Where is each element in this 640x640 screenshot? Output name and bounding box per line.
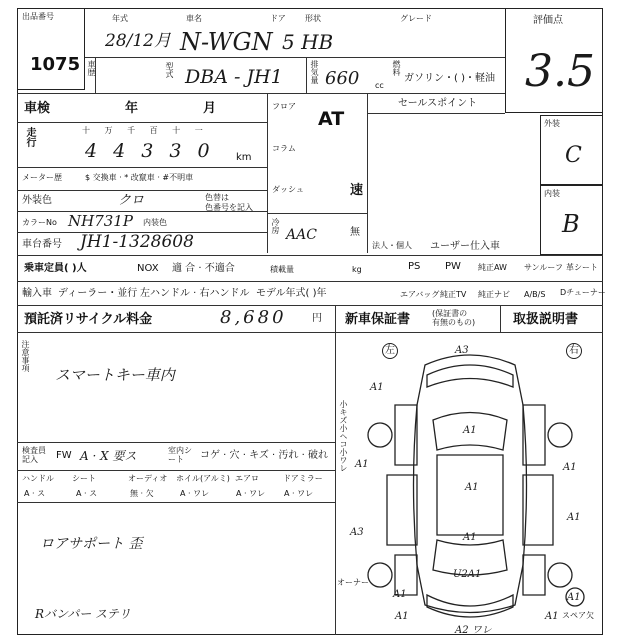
notes-line2: ロアサポート 歪 xyxy=(40,536,143,552)
color-value: クロ xyxy=(118,193,145,208)
shift-column: コラム xyxy=(272,144,296,153)
mark-a2-rear: A2 ワレ xyxy=(455,625,492,635)
mark-a1-left-door: A1 xyxy=(355,459,369,470)
notes-label: 注意事項 xyxy=(21,340,30,372)
equip-ps: PS xyxy=(408,261,421,272)
exterior-grade: C xyxy=(565,143,582,168)
color-label: 外装色 xyxy=(22,195,52,206)
color-no-label: カラーNo xyxy=(22,218,57,227)
car-name-label: 車名 xyxy=(186,14,202,23)
color-note: 色替は 色番号を記入 xyxy=(205,193,253,212)
mark-a1-front: A1 xyxy=(463,425,477,436)
row-divider-13 xyxy=(17,502,335,503)
ac-label: 冷房 xyxy=(271,218,280,234)
mark-a1-right-low: A1 xyxy=(567,592,581,603)
displacement-value: 660 xyxy=(325,68,360,89)
warranty-divider-left xyxy=(335,305,336,332)
recycle-value: 8,680 xyxy=(220,307,287,328)
ac-divider xyxy=(267,213,367,214)
sales-point-divider xyxy=(367,113,505,114)
car-right-doors xyxy=(523,475,553,545)
mark-a1-left-rear: A1 xyxy=(393,589,407,600)
car-name-value: N-WGN xyxy=(180,28,273,56)
parts-v-3: A · ワレ xyxy=(180,489,210,498)
equip-sunroof: サンルーフ xyxy=(524,263,563,272)
inspection-year: 年 xyxy=(125,101,139,116)
vin-label: 車台番号 xyxy=(22,239,62,250)
check-fw-marks: A · X 要ス xyxy=(80,449,137,463)
check-interior-label: 室内シート xyxy=(168,446,192,464)
vin-value: JH1-1328608 xyxy=(80,232,194,252)
steering-options: 左ハンドル · 右ハンドル xyxy=(140,288,250,299)
nox-options: 適 合 · 不適合 xyxy=(172,263,235,274)
equip-leather: 革シート xyxy=(566,263,598,272)
grade-label: グレード xyxy=(400,14,432,23)
wheel-front-right xyxy=(548,423,572,447)
warranty-note: (保証書の 有無のもの) xyxy=(432,309,476,327)
door-label: ドア xyxy=(270,14,286,23)
equip-pw: PW xyxy=(445,261,461,272)
interior-color-label: 内装色 xyxy=(143,218,167,227)
parts-v-1: A · ス xyxy=(76,489,98,498)
parts-h-4: エアロ xyxy=(235,474,259,483)
row-divider-4 xyxy=(17,190,267,191)
mileage-value: 4 4 3 3 0 xyxy=(85,140,215,162)
parts-h-1: シート xyxy=(72,474,96,483)
row-divider-2 xyxy=(17,122,267,123)
manual-label: 取扱説明書 xyxy=(513,312,579,327)
lot-number: 1075 xyxy=(30,54,81,75)
mark-a1-left-top: A1 xyxy=(370,382,384,393)
lot-number-label: 出品番号 xyxy=(22,12,54,21)
row-divider-12 xyxy=(17,470,335,471)
car-front-bumper xyxy=(427,365,513,387)
owner-options: 法人・個人 xyxy=(372,241,412,250)
kg-label: kg xyxy=(352,265,362,274)
model-year: モデル年式( )年 xyxy=(256,288,327,299)
equip-aw: 純正AW xyxy=(478,263,507,272)
mark-a1-center: A1 xyxy=(463,532,477,543)
car-left-doors xyxy=(387,475,417,545)
row-divider-10 xyxy=(17,332,603,333)
wheel-rear-left xyxy=(368,563,392,587)
type-value: DBA - JH1 xyxy=(185,66,283,88)
mark-a1-right-door: A1 xyxy=(563,462,577,473)
exterior-label: 外装 xyxy=(544,119,560,128)
equip-tv: 純正TV xyxy=(440,290,467,299)
ac-none: 無 xyxy=(350,227,360,238)
cc-label: cc xyxy=(375,81,384,90)
parts-h-2: オーディオ xyxy=(128,474,168,483)
recycle-label: 預託済リサイクル料金 xyxy=(24,312,153,327)
spare-label: スペア欠 xyxy=(562,611,594,620)
car-rear-bumper xyxy=(427,595,513,617)
mileage-label: 走行 xyxy=(24,127,35,147)
check-fw: FW xyxy=(56,450,72,461)
header-divider xyxy=(85,57,505,58)
mark-a1-right-rear: A1 xyxy=(567,512,581,523)
notes-line1: スマートキー車内 xyxy=(55,366,175,384)
parts-h-3: ホイル(アルミ) xyxy=(176,474,230,483)
mark-a3-top: A3 xyxy=(455,345,469,356)
chassis-label: 車歴 xyxy=(87,60,96,76)
door-shape-value: 5 HB xyxy=(282,30,334,54)
scratch-label: 小キズ小ヘコ小ワレ xyxy=(339,400,348,472)
mark-u2a1: U2A1 xyxy=(453,569,482,580)
diagram-right: 右 xyxy=(566,343,582,359)
equip-abs: A/B/S xyxy=(524,290,546,299)
car-damage-diagram xyxy=(335,335,605,635)
shift-value: AT xyxy=(318,108,345,130)
fuel-options: ガソリン・( )・軽油 xyxy=(404,73,495,84)
mark-a1-roof: A1 xyxy=(465,482,479,493)
ac-value: AAC xyxy=(286,227,317,243)
owner-label: オーナー xyxy=(337,578,369,587)
meter-options: $ 交換車 · * 改竄車 · #不明車 xyxy=(85,173,194,182)
mark-a1-bottom-right: A1 xyxy=(545,611,559,622)
sales-point-label: セールスポイント xyxy=(398,98,478,109)
diagram-left: 左 xyxy=(382,343,398,359)
year-value: 28/12月 xyxy=(105,31,171,51)
shape-label: 形状 xyxy=(305,14,321,23)
displacement-divider xyxy=(306,57,307,93)
color-no-value: NH731P xyxy=(68,212,133,230)
displacement-label: 排気量 xyxy=(310,60,319,84)
equip-airbag: エアバッグ xyxy=(400,290,440,299)
parts-v-2: 無 · 欠 xyxy=(130,489,154,498)
row-divider-7 xyxy=(17,255,603,256)
type-label: 型式 xyxy=(165,62,174,78)
parts-h-5: ドアミラー xyxy=(283,474,323,483)
equip-tuner: Dチューナー xyxy=(560,288,606,297)
score-label: 評価点 xyxy=(533,15,563,26)
check-label: 検査員記入 xyxy=(22,446,46,464)
mileage-digits-header: 十 万 千 百 十 一 xyxy=(82,126,209,135)
parts-v-5: A · ワレ xyxy=(284,489,314,498)
row-divider-3 xyxy=(17,167,267,168)
row-divider-9 xyxy=(17,305,603,306)
parts-v-0: A · ス xyxy=(24,489,46,498)
notes-line3: Rバンパー ステリ xyxy=(35,607,131,621)
car-right-rear-quarter xyxy=(523,555,545,595)
year-label: 年式 xyxy=(112,14,128,23)
row-divider-11 xyxy=(17,442,335,443)
meter-label: メーター歴 xyxy=(22,173,62,182)
interior-grade: B xyxy=(562,210,580,238)
warranty-label: 新車保証書 xyxy=(345,312,411,327)
interior-label: 内装 xyxy=(544,189,560,198)
shift-speed-label: 速 xyxy=(350,183,364,198)
shift-dash: ダッシュ xyxy=(272,185,304,194)
import-label: 輸入車 xyxy=(22,288,52,299)
wheel-front-left xyxy=(368,423,392,447)
check-interior-marks: コゲ · 穴 · キズ · 汚れ · 破れ xyxy=(200,450,328,461)
parts-h-0: ハンドル xyxy=(22,474,54,483)
load-label: 積載量 xyxy=(270,265,294,274)
nox-label: NOX xyxy=(137,263,159,274)
dealer-options: ディーラー・並行 xyxy=(58,288,138,299)
shift-divider-right xyxy=(367,93,368,253)
parts-v-4: A · ワレ xyxy=(236,489,266,498)
row-divider-8 xyxy=(17,281,603,282)
mileage-unit: km xyxy=(236,152,252,163)
shift-floor: フロア xyxy=(272,102,296,111)
equip-navi: 純正ナビ xyxy=(478,290,510,299)
inspection-label: 車検 xyxy=(24,101,51,116)
score-value: 3.5 xyxy=(525,46,595,97)
fuel-label: 燃料 xyxy=(392,60,401,76)
row-divider-1 xyxy=(17,93,505,94)
mark-a3-left: A3 xyxy=(350,527,364,538)
car-roof xyxy=(437,455,503,535)
capacity-label: 乗車定員( )人 xyxy=(24,263,87,274)
warranty-divider-right xyxy=(500,305,501,332)
row-divider-5 xyxy=(17,211,267,212)
user-import-label: ユーザー仕入車 xyxy=(430,241,500,252)
shift-divider-left xyxy=(267,93,268,253)
mark-a1-bottom-left: A1 xyxy=(395,611,409,622)
recycle-unit: 円 xyxy=(312,313,322,324)
wheel-rear-right xyxy=(548,563,572,587)
inspection-month: 月 xyxy=(203,101,217,116)
